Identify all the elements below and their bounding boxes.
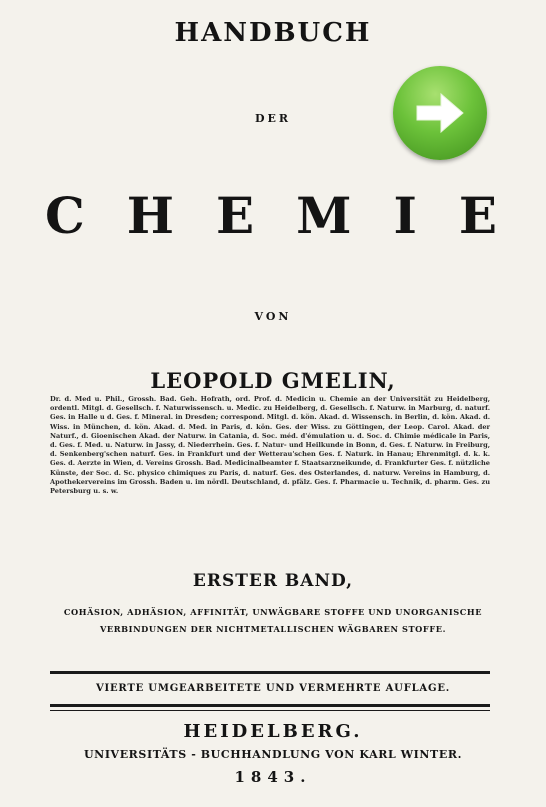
contents-line: VERBINDUNGEN DER NICHTMETALLISCHEN WÄGBAREN STOFFE.	[99, 624, 447, 634]
edition-statement: VIERTE UMGEARBEITETE UND VERMEHRTE AUFLAGE.	[95, 683, 451, 694]
volume-label: ERSTER BAND,	[192, 571, 354, 591]
title-article: DER	[254, 112, 292, 125]
by-label: VON	[254, 310, 292, 323]
book-title: HANDBUCH	[174, 18, 372, 48]
book-subject: CHEMIE	[45, 186, 539, 245]
author-name: LEOPOLD GMELIN,	[150, 368, 396, 393]
publisher: UNIVERSITÄTS - BUCHHANDLUNG VON KARL WINTER.	[83, 748, 463, 761]
volume-contents	[0, 604, 546, 638]
arrow-right-icon	[413, 90, 467, 136]
divider	[50, 710, 490, 711]
contents-line: COHÄSION, ADHÄSION, AFFINITÄT, UNWÄGBARE STOFFE UND UNORGANISCHE	[63, 607, 483, 617]
next-page-button[interactable]	[393, 66, 487, 160]
publication-city: HEIDELBERG.	[183, 721, 363, 742]
divider	[50, 704, 490, 707]
author-credentials: Dr. d. Med u. Phil., Grossh. Bad. Geh. Hofrath, ord. Prof. d. Medicin u. Chemie an der Universität zu Heidelberg, ordentl. Mitgl. d. Gesellsch. f. Naturwissensch. u. Medic. zu Heidelberg, d. Gesellsch. f. Naturw. in Marburg, d. naturf. Ges. in Halle u d. Ges. f. Mineral. in Dresden; correspond. Mitgl. d. kön. Akad. d. Wissensch. in Berlin, d. kön. Akad. d. Wiss. in München, d. kön. Akad. d. Med. in Paris, d. kön. Ges. der Wiss. zu Göttingen, der Leop. Carol. Akad. der Naturf., d. Gioenischen Akad. der Naturw. in Catania, d. Soc. méd. d'émulation u. d. Soc. d. Chimie médicale in Paris, d. Ges. f. Med. u. Naturw. in Jassy, d. Niederrhein. Ges. f. Natur- und Heilkunde in Bonn, d. Ges. f. Naturw. in Freiburg, d. Senkenberg'schen naturf. Ges. in Frankfurt und der Wetterau'schen Ges. f. Naturk. in Hanau; Ehrenmitgl. d. k. k. Ges. d. Aerzte in Wien, d. Vereins Grossh. Bad. Medicinalbeamter f. Staatsarzneikunde, d. Frankfurter Ges. f. nützliche Künste, der Soc. d. Sc. physico chimiques zu Paris, d. naturf. Ges. des Osterlandes, d. naturw. Vereins in Hamburg, d. Apothekervereins im Grossh. Baden u. im nördl. Deutschland, d. pfälz. Ges. f. Pharmacie u. Technik, d. pharm. Ges. zu Petersburg u. s. w.	[50, 395, 490, 496]
publication-year: 1843.	[234, 768, 312, 786]
divider	[50, 671, 490, 674]
